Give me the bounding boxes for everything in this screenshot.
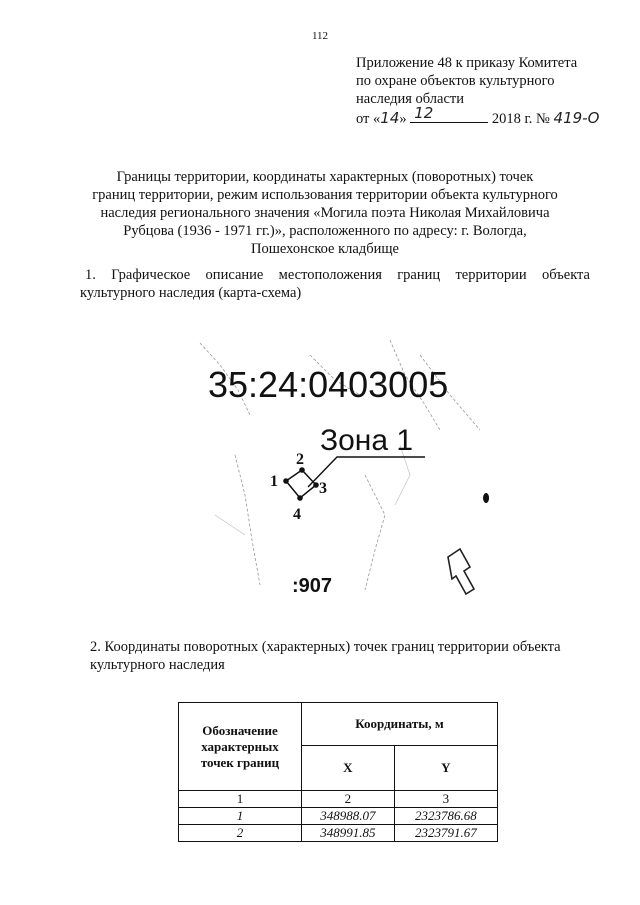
building-shape [448, 549, 474, 594]
building-outline [448, 549, 474, 594]
date-mid: » [399, 111, 407, 127]
cell-x: 348988.07 [302, 808, 395, 825]
section-1-line-2: культурного наследия (карта-схема) [80, 285, 302, 301]
section-1-heading [80, 266, 590, 302]
appendix-line-2: по охране объектов культурного [356, 73, 555, 89]
table-header-row [179, 703, 498, 746]
point-label-3: 3 [319, 480, 327, 497]
order-number: 419-О [553, 109, 600, 127]
appendix-line-1: Приложение 48 к приказу Комитета [356, 55, 578, 71]
header-point-designation [179, 703, 302, 791]
appendix-header [356, 54, 616, 128]
title-line-2: границ территории, режим использования территории объекта культурного [92, 187, 558, 203]
map-edge-mark [483, 493, 489, 503]
cell-x: 348991.85 [302, 825, 395, 842]
cell-point: 1 [179, 808, 302, 825]
header-y: Y [394, 746, 497, 791]
header-point-line-3: точек границ [200, 754, 280, 770]
title-line-1: Границы территории, координаты характерных (поворотных) точек [116, 169, 534, 185]
zone-label: Зона 1 [320, 424, 414, 457]
table-column-numbers [179, 791, 498, 808]
contour-line [365, 475, 385, 590]
document-title [60, 168, 590, 258]
cadastral-number: 35:24:0403005 [208, 364, 449, 405]
cell-y: 2323786.68 [394, 808, 497, 825]
column-number: 1 [179, 791, 302, 808]
header-coordinates: Координаты, м [302, 703, 498, 746]
title-line-5: Пошехонское кладбище [251, 241, 399, 257]
map-faint-lines [215, 445, 410, 535]
point-label-1: 1 [270, 473, 278, 490]
column-number: 3 [394, 791, 497, 808]
cadastral-map [190, 335, 490, 605]
table-row [179, 825, 498, 842]
coordinates-table [178, 702, 498, 842]
header-x: X [302, 746, 395, 791]
header-point-line-1: Обозначение [202, 722, 278, 738]
date-day: 14 [380, 109, 400, 127]
table-row [179, 808, 498, 825]
cell-y: 2323791.67 [394, 825, 497, 842]
point-label-2: 2 [296, 451, 304, 468]
boundary-point [313, 482, 319, 488]
column-number: 2 [302, 791, 395, 808]
parcel-label: :907 [292, 575, 333, 597]
section-2-line-1: 2. Координаты поворотных (характерных) точек границ территории объекта [90, 639, 561, 655]
date-year: 2018 г. № [491, 111, 550, 127]
boundary-point [297, 495, 303, 501]
page-number: 112 [311, 30, 329, 42]
cell-point: 2 [179, 825, 302, 842]
date-month: 12 [414, 104, 434, 122]
section-2-heading [90, 638, 590, 674]
contour-line [235, 455, 260, 585]
point-labels [270, 451, 327, 523]
section-1-line-1: 1. Графическое описание местоположения границ территории объекта [85, 267, 590, 283]
point-label-4: 4 [293, 506, 301, 523]
boundary-point [299, 467, 305, 473]
appendix-date-line [356, 104, 616, 128]
appendix-line-3: наследия области [356, 91, 465, 107]
section-2-line-2: культурного наследия [90, 657, 225, 673]
faint-line [215, 515, 245, 535]
title-line-3: наследия регионального значения «Могила поэта Николая Михайловича [100, 205, 550, 221]
header-point-line-2: характерных [201, 738, 279, 754]
month-underline [410, 104, 488, 123]
title-line-4: Рубцова (1936 - 1971 гг.)», расположенного по адресу: г. Вологда, [123, 223, 527, 239]
boundary-point [283, 478, 289, 484]
date-prefix: от « [356, 111, 381, 127]
